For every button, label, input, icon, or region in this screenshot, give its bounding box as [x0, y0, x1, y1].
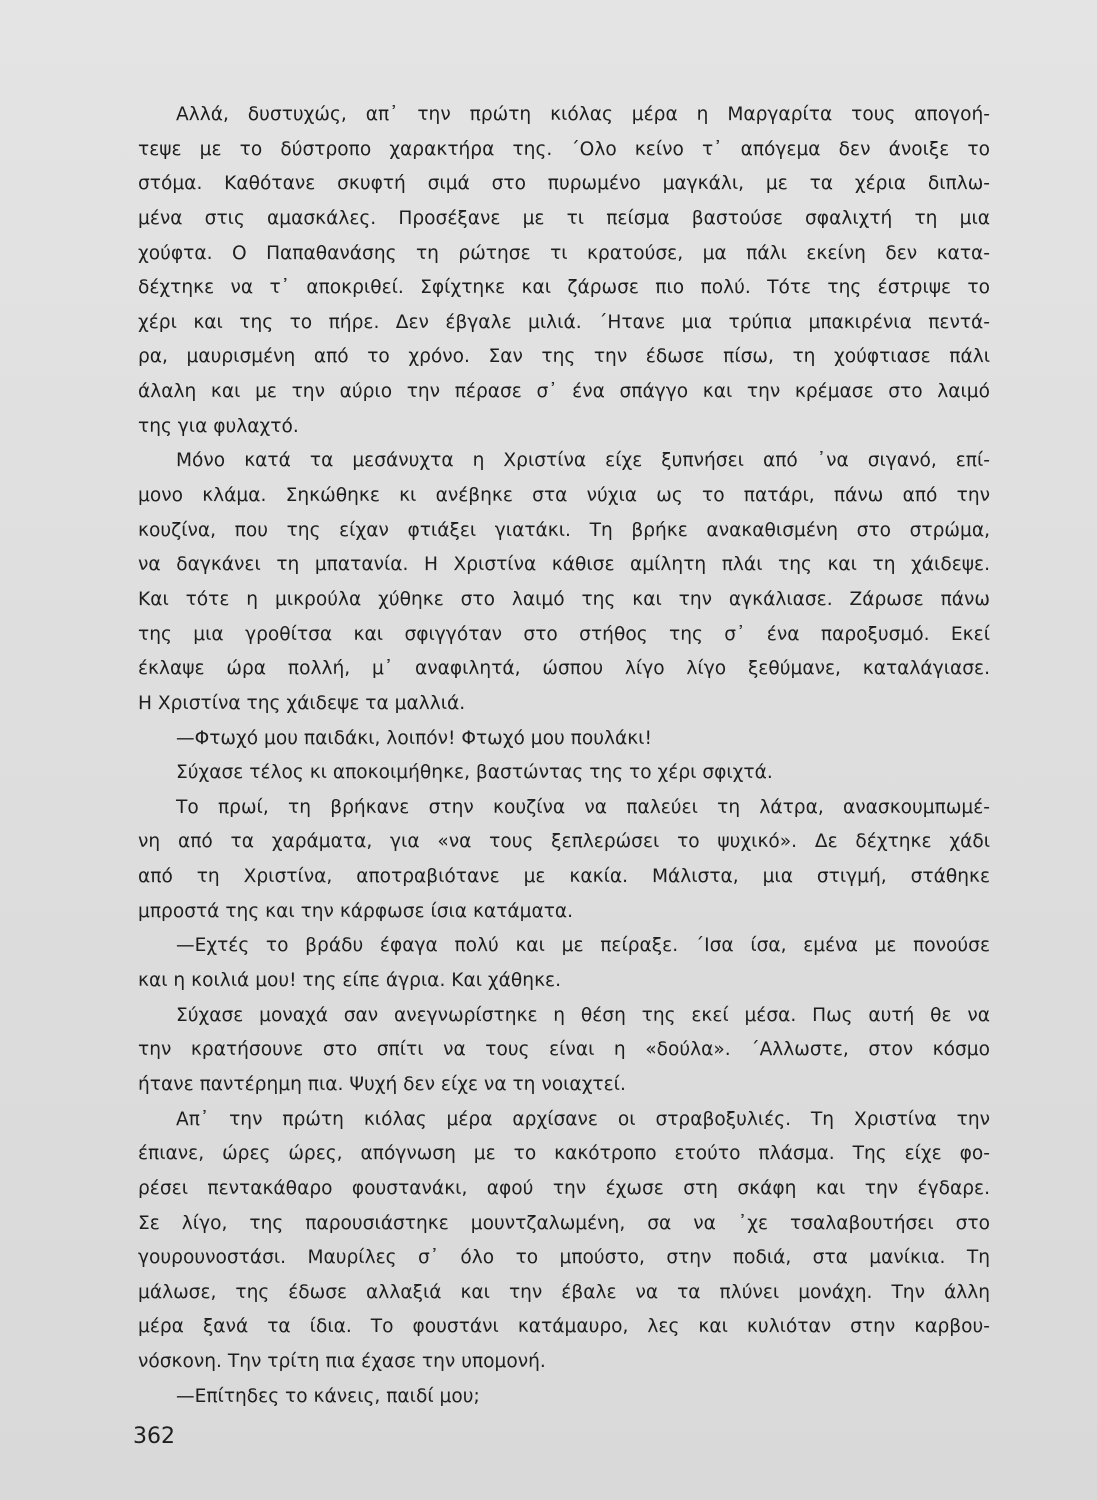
page-number: 362 — [133, 1424, 175, 1449]
text-line: Και τότε η μικρούλα χύθηκε στο λαιμό της και την αγκάλιασε. Ζάρωσε πάνω — [138, 588, 990, 610]
text-line: Η Χριστίνα της χάιδεψε τα μαλλιά. — [138, 692, 466, 714]
text-line: της μια γροθίτσα και σφιγγόταν στο στήθος της σ᾽ ένα παροξυσμό. Εκεί — [138, 623, 990, 645]
text-line: μπροστά της και την κάρφωσε ίσια κατάματα. — [138, 900, 574, 922]
text-line: ήτανε παντέρημη πια. Ψυχή δεν είχε να τη νοιαχτεί. — [138, 1073, 626, 1095]
text-line: άλαλη και με την αύριο την πέρασε σ᾽ ένα σπάγγο και την κρέμασε στο λαιμό — [138, 381, 990, 403]
text-line: Σύχασε τέλος κι αποκοιμήθηκε, βαστώντας της το χέρι σφιχτά. — [176, 762, 773, 784]
text-line: χούφτα. Ο Παπαθανάσης τη ρώτησε τι κρατούσε, μα πάλι εκείνη δεν κατα- — [138, 242, 990, 264]
text-line: —Φτωχό μου παιδάκι, λοιπόν! Φτωχό μου πουλάκι! — [176, 727, 652, 749]
text-line: Το πρωί, τη βρήκανε στην κουζίνα να παλεύει τη λάτρα, ανασκουμπωμέ- — [176, 796, 990, 818]
body-text — [138, 98, 990, 1414]
text-line: χέρι και της το πήρε. Δεν έβγαλε μιλιά. ΄Ητανε μια τρύπια μπακιρένια πεντά- — [138, 311, 990, 333]
text-line: να δαγκάνει τη μπατανία. Η Χριστίνα κάθισε αμίλητη πλάι της και τη χάιδεψε. — [138, 554, 990, 576]
text-line: έκλαψε ώρα πολλή, μ᾽ αναφιλητά, ώσπου λίγο λίγο ξεθύμανε, καταλάγιασε. — [138, 658, 990, 680]
text-line: γουρουνοστάσι. Μαυρίλες σ᾽ όλο το μπούστο, στην ποδιά, στα μανίκια. Τη — [138, 1247, 990, 1269]
text-line: από τη Χριστίνα, αποτραβιότανε με κακία. Μάλιστα, μια στιγμή, στάθηκε — [138, 866, 990, 888]
text-line: την κρατήσουνε στο σπίτι να τους είναι η «δούλα». ΄Αλλωστε, στον κόσμο — [138, 1039, 990, 1061]
text-line: Σε λίγο, της παρουσιάστηκε μουντζαλωμένη, σα να ᾽χε τσαλαβουτήσει στο — [138, 1212, 990, 1234]
text-line: —Επίτηδες το κάνεις, παιδί μου; — [176, 1385, 480, 1407]
text-line: έπιανε, ώρες ώρες, απόγνωση με το κακότροπο ετούτο πλάσμα. Της είχε φο- — [138, 1143, 990, 1165]
text-line: ρα, μαυρισμένη από το χρόνο. Σαν της την έδωσε πίσω, τη χούφτιασε πάλι — [138, 346, 990, 368]
text-line: νη από τα χαράματα, για «να τους ξεπλερώσει το ψυχικό». Δε δέχτηκε χάδι — [138, 831, 990, 853]
text-line: Αλλά, δυστυχώς, απ᾽ την πρώτη κιόλας μέρα η Μαργαρίτα τους απογοή- — [176, 104, 990, 125]
text-line: μένα στις αμασκάλες. Προσέξανε με τι πείσμα βαστούσε σφαλιχτή τη μια — [138, 207, 990, 229]
text-line: μέρα ξανά τα ίδια. Το φουστάνι κατάμαυρο, λες και κυλιόταν στην καρβου- — [138, 1316, 990, 1338]
text-line: της για φυλαχτό. — [138, 415, 299, 437]
text-line: μονο κλάμα. Σηκώθηκε κι ανέβηκε στα νύχια ως το πατάρι, πάνω από την — [138, 485, 990, 507]
text-line: και η κοιλιά μου! της είπε άγρια. Και χάθηκε. — [138, 970, 561, 992]
text-line: δέχτηκε να τ᾽ αποκριθεί. Σφίχτηκε και ζάρωσε πιο πολύ. Τότε της έστριψε το — [138, 277, 990, 299]
text-line: Απ᾽ την πρώτη κιόλας μέρα αρχίσανε οι στραβοξυλιές. Τη Χριστίνα την — [176, 1108, 990, 1130]
text-line: Μόνο κατά τα μεσάνυχτα η Χριστίνα είχε ξυπνήσει από ᾽να σιγανό, επί- — [176, 450, 990, 472]
text-line: μάλωσε, της έδωσε αλλαξιά και την έβαλε να τα πλύνει μονάχη. Την άλλη — [138, 1281, 990, 1303]
text-line: ρέσει πεντακάθαρο φουστανάκι, αφού την έχωσε στη σκάφη και την έγδαρε. — [138, 1177, 990, 1199]
text-line: —Εχτές το βράδυ έφαγα πολύ και με πείραξε. ΄Ισα ίσα, εμένα με πονούσε — [176, 935, 990, 957]
text-line: στόμα. Καθότανε σκυφτή σιμά στο πυρωμένο μαγκάλι, με τα χέρια διπλω- — [138, 173, 990, 195]
text-line: νόσκονη. Την τρίτη πια έχασε την υπομονή. — [138, 1351, 546, 1373]
text-line: τεψε με το δύστροπο χαρακτήρα της. ΄Ολο κείνο τ᾽ απόγεμα δεν άνοιξε το — [138, 138, 990, 160]
text-line: κουζίνα, που της είχαν φτιάξει γιατάκι. Τη βρήκε ανακαθισμένη στο στρώμα, — [138, 519, 990, 541]
text-line: Σύχασε μοναχά σαν ανεγνωρίστηκε η θέση της εκεί μέσα. Πως αυτή θε να — [176, 1004, 990, 1026]
